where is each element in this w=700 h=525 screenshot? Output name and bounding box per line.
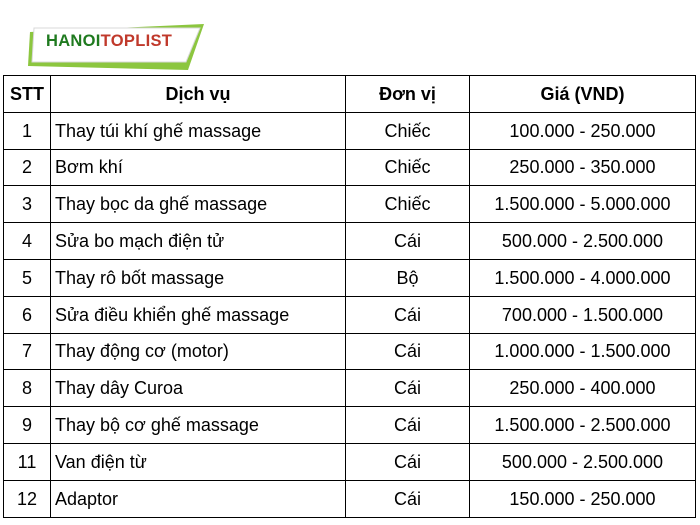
cell-price: 250.000 - 400.000	[470, 370, 696, 407]
cell-price: 1.000.000 - 1.500.000	[470, 333, 696, 370]
cell-service: Thay rô bốt massage	[51, 259, 346, 296]
cell-unit: Cái	[346, 370, 470, 407]
cell-unit: Chiếc	[346, 149, 470, 186]
cell-price: 100.000 - 250.000	[470, 112, 696, 149]
cell-stt: 9	[4, 407, 51, 444]
cell-stt: 11	[4, 443, 51, 480]
cell-stt: 1	[4, 112, 51, 149]
cell-service: Thay dây Curoa	[51, 370, 346, 407]
table-row	[4, 149, 696, 186]
cell-service: Bơm khí	[51, 149, 346, 186]
cell-service: Sửa bo mạch điện tử	[51, 223, 346, 260]
cell-price: 500.000 - 2.500.000	[470, 443, 696, 480]
table-row	[4, 296, 696, 333]
cell-price: 1.500.000 - 2.500.000	[470, 407, 696, 444]
table-header-row	[4, 76, 696, 113]
cell-stt: 7	[4, 333, 51, 370]
cell-service: Thay bộ cơ ghế massage	[51, 407, 346, 444]
cell-unit: Cái	[346, 333, 470, 370]
header-unit: Đơn vị	[346, 76, 470, 113]
table-row	[4, 333, 696, 370]
cell-service: Thay bọc da ghế massage	[51, 186, 346, 223]
cell-service: Adaptor	[51, 480, 346, 517]
cell-service: Sửa điều khiển ghế massage	[51, 296, 346, 333]
table-row	[4, 223, 696, 260]
logo-wordmark	[46, 32, 172, 51]
hanoitoplist-logo	[20, 18, 210, 76]
cell-unit: Chiếc	[346, 186, 470, 223]
table-row	[4, 259, 696, 296]
cell-unit: Cái	[346, 223, 470, 260]
table-row	[4, 112, 696, 149]
cell-price: 1.500.000 - 5.000.000	[470, 186, 696, 223]
table-row	[4, 443, 696, 480]
table-row	[4, 480, 696, 517]
cell-unit: Cái	[346, 407, 470, 444]
cell-price: 500.000 - 2.500.000	[470, 223, 696, 260]
cell-stt: 12	[4, 480, 51, 517]
cell-price: 250.000 - 350.000	[470, 149, 696, 186]
cell-stt: 5	[4, 259, 51, 296]
cell-unit: Chiếc	[346, 112, 470, 149]
price-table	[3, 75, 696, 518]
cell-unit: Cái	[346, 480, 470, 517]
cell-unit: Cái	[346, 443, 470, 480]
header-stt: STT	[4, 76, 51, 113]
header-price: Giá (VND)	[470, 76, 696, 113]
cell-price: 150.000 - 250.000	[470, 480, 696, 517]
cell-stt: 8	[4, 370, 51, 407]
cell-price: 700.000 - 1.500.000	[470, 296, 696, 333]
cell-stt: 4	[4, 223, 51, 260]
logo-text-hanoi: HANOI	[46, 32, 101, 50]
cell-service: Thay túi khí ghế massage	[51, 112, 346, 149]
cell-price: 1.500.000 - 4.000.000	[470, 259, 696, 296]
table-row	[4, 407, 696, 444]
header-service: Dịch vụ	[51, 76, 346, 113]
cell-unit: Cái	[346, 296, 470, 333]
cell-stt: 2	[4, 149, 51, 186]
cell-stt: 6	[4, 296, 51, 333]
cell-unit: Bộ	[346, 259, 470, 296]
table-row	[4, 370, 696, 407]
table-row	[4, 186, 696, 223]
cell-service: Van điện từ	[51, 443, 346, 480]
cell-stt: 3	[4, 186, 51, 223]
logo-text-toplist: TOPLIST	[100, 32, 173, 50]
cell-service: Thay động cơ (motor)	[51, 333, 346, 370]
